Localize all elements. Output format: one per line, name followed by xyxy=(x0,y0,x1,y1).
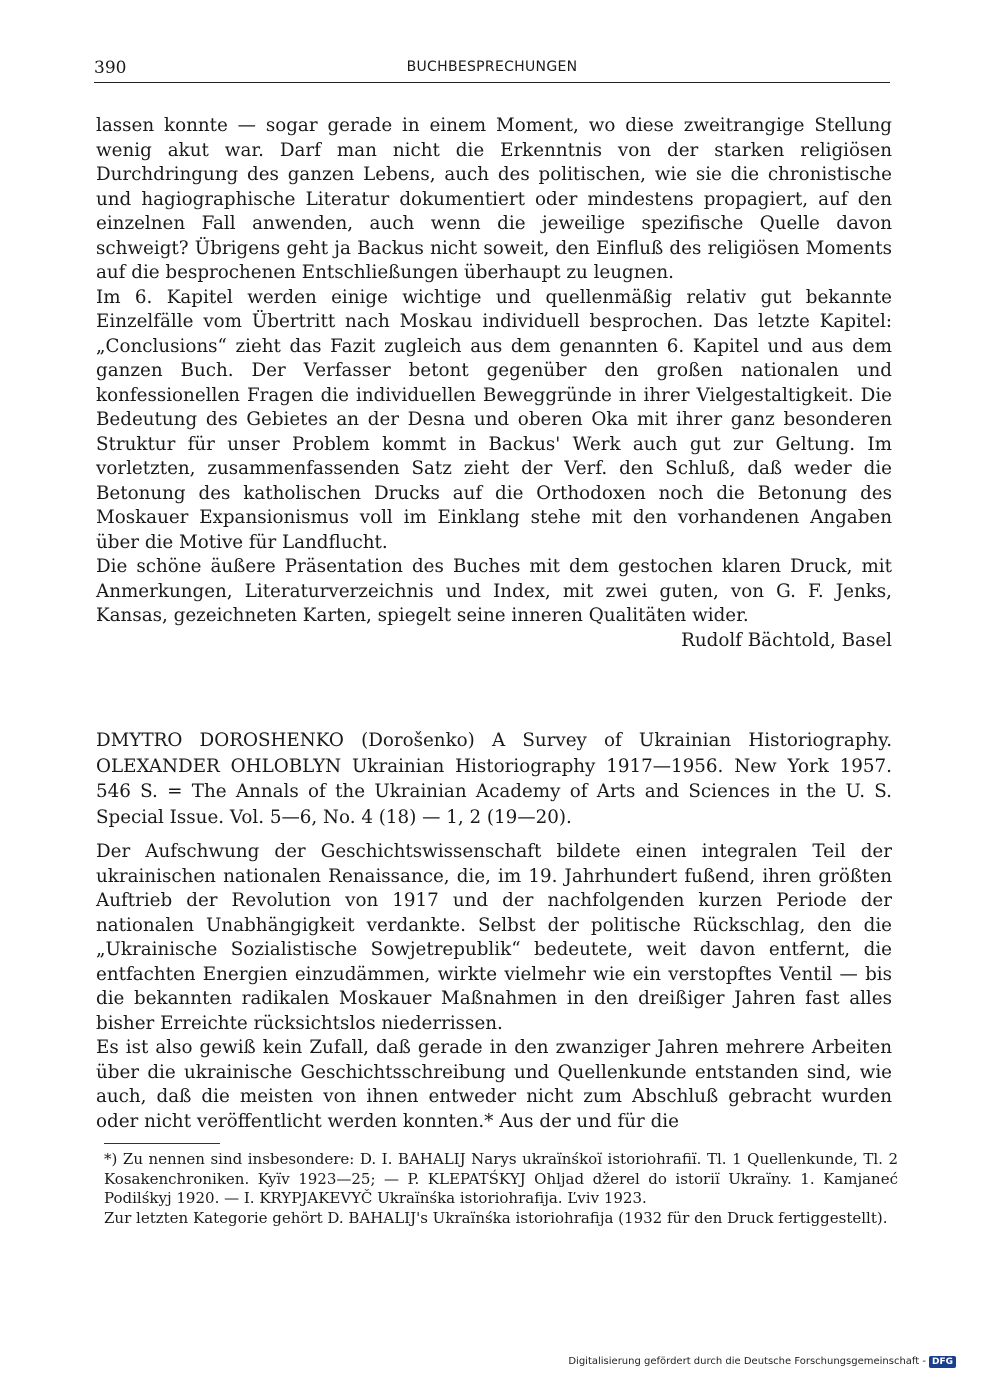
credit-text: Digitalisierung gefördert durch die Deutsche Forschungsgemeinschaft - xyxy=(568,1356,926,1367)
review-1-paragraph: Im 6. Kapitel werden einige wichtige und quellenmäßig relativ gut bekannte Einzelfälle vom Übertritt nach Moskau individuell besprochen. Das letzte Kapitel: „Conclusions“ zieht das Fazit zugleich aus dem genannten 6. Kapitel und aus dem ganzen Buch. Der Verfasser betont gegenüber den großen nationalen und konfessionellen Fragen die individuellen Beweggründe in ihrer Vielgestaltigkeit. Die Bedeutung des Gebietes an der Desna und oberen Oka mit ihrer ganz besonderen Struktur für unser Problem kommt in Backus' Werk auch gut zur Geltung. Im vorletzten, zusammenfassenden Satz zieht der Verf. den Schluß, daß weder die Betonung des katholischen Drucks auf die Orthodoxen noch die Betonung des Moskauer Expansionismus voll im Einklang stehe mit den vorhandenen Angaben über die Motive für Landflucht. xyxy=(96,286,892,553)
dfg-logo: DFG xyxy=(929,1356,956,1368)
running-title: BUCHBESPRECHUNGEN xyxy=(406,59,578,75)
review-1-paragraph: Die schöne äußere Präsentation des Buches mit dem gestochen klaren Druck, mit Anmerkungen, Literaturverzeichnis und Index, mit zwei guten, von G. F. Jenks, Kansas, gezeichneten Karten, spiegelt seine inneren Qualitäten wider. xyxy=(96,556,892,626)
review-1-paragraph: lassen konnte — sogar gerade in einem Moment, wo diese zweitrangige Stellung wenig akut war. Darf man nicht die Erkenntnis von der starken religiösen Durchdringung des ganzen Lebens, auch des politischen, wie sie die chronistische und hagiographische Literatur dokumentiert oder mindestens propagiert, auf den einzelnen Fall anwenden, auch wenn die jeweilige spezifische Quelle davon schweigt? Übrigens geht ja Backus nicht soweit, den Einfluß des religiösen Moments auf die besprochenen Entschließungen überhaupt zu leugnen. xyxy=(96,115,892,283)
review-2-paragraph: Es ist also gewiß kein Zufall, daß gerade in den zwanziger Jahren mehrere Arbeiten über die ukrainische Geschichtsschreibung und Quellenkunde entstanden sind, wie auch, daß die meisten von ihnen entweder nicht zum Abschluß gebracht wurden oder nicht veröffentlicht werden konnten.* Aus der und für die xyxy=(96,1037,892,1132)
footnote-paragraph: *) Zu nennen sind insbesondere: D. I. BAHALIJ Narys ukraïnśkoï istoriohrafiï. Tl. 1 Quellenkunde, Tl. 2 Kosakenchroniken. Kyïv 1923—25; — P. KLEPATŚKYJ Ohljad džerel do istoriï Ukraïny. 1. Kamjaneć Podilśkyj 1920. — I. KRYPJAKEVYČ Ukraïnśka istoriohrafija. Ľviv 1923. xyxy=(104,1150,898,1207)
review-2-body xyxy=(96,840,892,1134)
footnote-separator xyxy=(104,1143,220,1144)
page-number: 390 xyxy=(94,58,127,78)
footnote-paragraph: Zur letzten Kategorie gehört D. BAHALIJ's Ukraïnśka istoriohrafija (1932 für den Druck fertiggestellt). xyxy=(104,1208,888,1227)
footnote xyxy=(104,1150,898,1228)
review-2-heading xyxy=(96,728,892,830)
page-header xyxy=(94,58,890,83)
review-1-body xyxy=(96,114,892,653)
review-2-paragraph: Der Aufschwung der Geschichtswissenschaft bildete einen integralen Teil der ukrainischen nationalen Renaissance, die, im 19. Jahrhundert fußend, ihren größten Auftrieb der Revolution von 1917 und der nachfolgenden kurzen Periode der nationalen Unabhängigkeit verdankte. Selbst der politische Rückschlag, den die „Ukrainische Sozialistische Sowjetrepublik“ bedeutete, weit davon entfernt, die entfachten Energien einzudämmen, wirkte vielmehr wie ein verstopftes Ventil — bis die bekannten radikalen Moskauer Maßnahmen in den dreißiger Jahren fast alles bisher Erreichte rücksichtslos niederrissen. xyxy=(96,841,892,1034)
review-2-bibliographic-title: DMYTRO DOROSHENKO (Dorošenko) A Survey of Ukrainian Historiography. OLEXANDER OHLOBLYN Ukrainian Historiography 1917—1956. New York 1957. 546 S. = The Annals of the Ukrainian Academy of Arts and Sciences in the U. S. Special Issue. Vol. 5—6, No. 4 (18) — 1, 2 (19—20). xyxy=(96,730,892,828)
reviewer-signature: Rudolf Bächtold, Basel xyxy=(681,629,892,651)
digitization-credit xyxy=(568,1356,956,1368)
